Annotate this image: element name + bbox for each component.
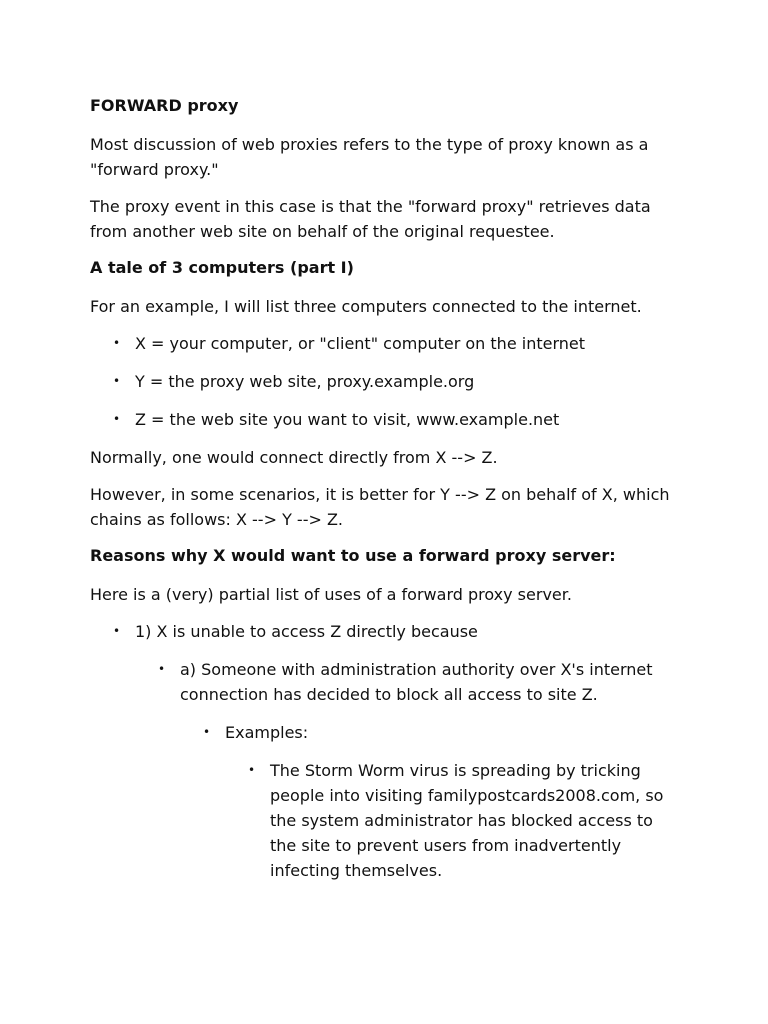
document-title: FORWARD proxy: [90, 96, 239, 115]
intro-paragraph-1: Most discussion of web proxies refers to the type of proxy known as a "forward proxy.": [90, 135, 649, 179]
list-item: [180, 657, 688, 883]
intro-paragraph-2: The proxy event in this case is that the "forward proxy" retrieves data from another web site on behalf of the original requestee.: [90, 197, 651, 241]
examples-sublist: [225, 758, 688, 883]
section-2-lead: Here is a (very) partial list of uses of a forward proxy server.: [90, 585, 572, 604]
section-1-paragraph-1: Normally, one would connect directly from X --> Z.: [90, 448, 498, 467]
section-heading-tale: A tale of 3 computers (part I): [90, 258, 354, 277]
list-item: • Y = the proxy web site, proxy.example.org: [135, 369, 688, 394]
list-item: • X = your computer, or "client" computer on the internet: [135, 331, 688, 356]
reasons-list: [90, 619, 688, 883]
reason-1-sublist: [135, 657, 688, 883]
examples-label: Examples:: [225, 723, 309, 742]
reason-1-text: 1) X is unable to access Z directly because: [135, 622, 478, 641]
section-1-paragraph-2: However, in some scenarios, it is better for Y --> Z on behalf of X, which chains as follows: X --> Y --> Z.: [90, 485, 670, 529]
examples-list: [180, 720, 688, 883]
list-item: [225, 720, 688, 883]
list-item: [135, 619, 688, 883]
list-item: • The Storm Worm virus is spreading by tricking people into visiting familypostcards2008.com, so the system administrator has blocked access to the site to prevent users from inadvertently infecting themselves.: [270, 758, 680, 883]
reason-1a-text: a) Someone with administration authority over X's internet connection has decided to block all access to site Z.: [180, 660, 653, 704]
computer-list: [90, 331, 688, 432]
section-1-lead: For an example, I will list three computers connected to the internet.: [90, 297, 642, 316]
list-item: • Z = the web site you want to visit, www.example.net: [135, 407, 688, 432]
section-heading-reasons: Reasons why X would want to use a forward proxy server:: [90, 546, 616, 565]
